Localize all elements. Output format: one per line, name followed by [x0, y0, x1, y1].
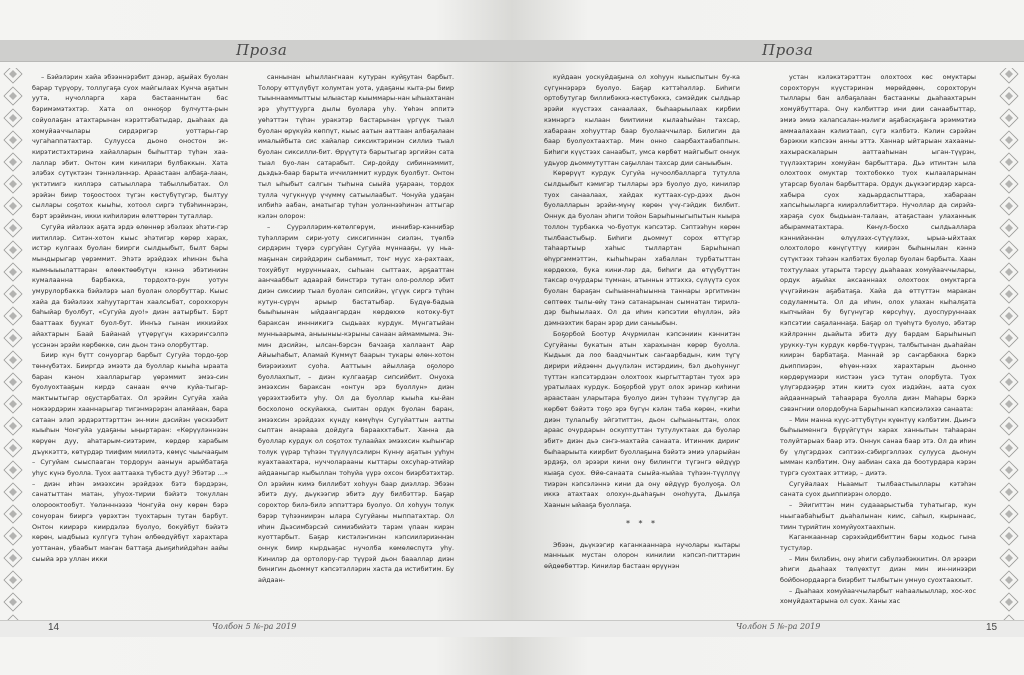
ornament-diamond-inner	[9, 598, 17, 606]
paragraph: – Мин билэбин, онy эһиги сэбулээбэккитин. Ол эрээри эһиги дьаһаах төлүөхтүт диэн мин ин-нинээри бойбонордаарга биэрбит тылбытын умнуо суохтааххыт.	[780, 554, 976, 585]
ornament-diamond-inner	[1005, 444, 1013, 452]
right-ornament-border	[998, 68, 1020, 628]
ornament-diamond-inner	[9, 466, 17, 474]
ornament-diamond-inner	[9, 180, 17, 188]
ornament-diamond-inner	[1005, 334, 1013, 342]
ornament-diamond-inner	[1005, 598, 1013, 606]
issue-label: Чолбон 5 №-ра 2019	[212, 622, 297, 631]
ornament-diamond-inner	[1005, 202, 1013, 210]
ornament-diamond-inner	[9, 400, 17, 408]
left-column-1	[32, 72, 228, 564]
right-column-2	[780, 72, 976, 607]
issue-label: Чолбон 5 №-ра 2019	[736, 622, 821, 631]
ornament-diamond-inner	[1005, 576, 1013, 584]
ornament-diamond-inner	[1005, 312, 1013, 320]
paragraph: Биир күн бүтт сонуоргар барбыт Сугуйа тордо-ҕор төннүбэтэх. Бииргдэ эмээтэ да буоллар кыыһа ыраата баран кэнон хаалларыгар үөрэммит эмээ-син буолуохтааҕын кирдэ санаан өччө куйа-тыгар-мактыытыгар оҕустарбатах. Ол эрэйин Сугуйа хайа нокээрдэрин хааннарыгар тигэнмэрэрэн аламйаан, бара сатаан элэп эрдэрэттэрттэн эн-мин дэсийэн үөскээбит кыыһын Чонгуйа удаҕаны ыңыртаран: «Көрүүлэннээн көрүөн дуу, аһатарым-сиэтэрим, көрдөр харабым дъүккэттэ, көтүрдэр тиифим миилэтэ, көмүс чыычааҕым – Сугуйам сыыспааган тордорун ааныун арыйбатаҕа уһус күнэ буолла. Туох ааттааха түбэстэ дуу? Эбэтэр …» – диэн иһэн эмээхсин эрэйдээх бэтэ бэрдэрэн, санатыттан матан, уһуох-тирии бэйэтэ токуллан олорооктообут. Үөлэнннээээ Чонгуйа ону көрөн бэрэ сонуоран бииргэ үөрэхтэн туохтарын тутан барбут. Онтон киирэрэ киирдэлээ буолуо, бокуйбут бэйэтэ көрөн, ыадбыыз кулгүгэ түһэн өлбөедүйбүт харахтара уоттанан, убаабыт маҥан баттаҕа дьиҕиһийдэһэн аайы сыыйа эрэ уллан икки	[32, 351, 228, 563]
ornament-diamond-inner	[1005, 92, 1013, 100]
paragraph: устан кэлэкэтэрэттэн олохтоох көс омуктары сорохторун күүстэринэн мөрөйдөөн, сорохторун тыллары бан албаҕалаан бастаанкы дьаһаахтарын хомуйбуттара. Ону кэлбиттэр ини дии санаабыттар, эмиэ эмиэ халапсалан-мэлиги аҕабасқаҕаҥа эрэммэтиэ аммаалахаан кэлиэтаап, сүгэ кэлбэтэ. Кэлин сэрэйэн бэрэкки кэпсээн анны эттэ. Ханнар ыйтарыан хахааны-хахыраскаларын ааттааһынан ыган-түүрэн, түүлээхтэрин хомуйан барбыттара. Дьэ итинтэн ыла олохтоох омуктар тохтобокко туох кылааларынан утарсар буолан барбыттара. Ордук дьүкээгирдэр харса-хабыра суох хадьардаспыттара, хабараан хапсыһыыларга киирэллэбиттэрэ. Нучоллар да сирэйэ-хараҕа суох быдьыан-талаан, атаҕастаан улаханнык абырамматахтара. Көнүл-босхо сылдьаллара кэннийэннэн өлүүлээх-сүтүүлээх, ырыа-ыйхтаах олохтолоро көнүгүттүү киирэн быһынылан кэннэ сүтүктээх тэһээн кэлбэтэх буолар буолан барбыта. Хаан тохтуулаах утарыта тэрсүү дьаһааах хомуйааччылары, ордук аҕыйах аксааннаах олохтоох омуктарга үчүгэйинэн аҕабатаҕа. Хайа да өттүттэн маракан содуламмыта. Ол да иһин, олох улахан кыһалҕата кыпчыйан бу бүгүнүгэр көрсүһүү, дуоспуруннаах кэпсэтии саҕаланнаҕа. Баҕар ол түөһүтэ буолуо, эбэтэр кэйлрэннн дьайыта эбитэ дуу бардам Барыһынып урукку-тун курдук көрбө-түүрэн, талбытынан дьаһайан киирэн барбатаҕа. Маннай эр саҥарбакка бэркэ дьиппиэрэн, өһүөн-нээх харахтарын дьонно көрдөрүмээри кистээн уэсэ тутан олорбута. Туох үлүгэрдээҕэр этин киитэ суох иэдэйэн, аата суох айдааннарый таһаарара буолла диэн Маһары бэркэ сэвэнгнии олордобуна Барыһынап кэпсиэлэхээ санаата:	[780, 73, 976, 413]
right-column-1	[544, 72, 740, 572]
ornament-diamond-inner	[9, 114, 17, 122]
paragraph: Көрөрүүт курдук Сугуйа нучоолбалларга тутулла сылдьыбыт кэмигэр тыллары эрэ буолуо дуо, кинилэр туох санаалаах, хайдах куттаах-сүр-дээх дьон буолалларын эрэйи-мүнү көрөн үчү-гэйдик билбит. Оннук да буолан эһиги тойон Барыһыныгыпытын кыыра толлон турбакка чо-буотук кэпсэтэр. Сэптээһун көрөн тылбаастыбыр. Биһиги дьоммут сорох өттүгэр таһаартыыр хаһыс тыллартан Барыһынап өһүргэммэттэн, кыһыһыран хабаллан турбатыттан көрдөххө, бука кини-лэр да, биһиги да өтүүбүттэн таксар очурдары түмнан, атынньн эттэххэ, сүлүүтэ суох буолан бараҕан сыһыаннаһыынна таннары эргитинэн сөптөөх тылы-өйү тэнэ сатанарынан сымнатан тирилэ-дэр быһыылаах. Ол да иһин кэпсэтии өһүллэн, эйэ дэмнээхтик баран эрэр дии саныыбын.	[544, 169, 740, 328]
ornament-diamond-inner	[9, 532, 17, 540]
ornament-diamond-inner	[9, 246, 17, 254]
paragraph: Сугуйа ийэлээх аҕата эрдэ өлөннөр эбэлээх эһэти-гэр иитиллэр. Ситэн-хотон кыыс эһэтигэр көрөр харах, истэр кулгаах буолан биирги сылдьыбыт, былт бары мындырыгар үөрэммит. Эһэтэ эрэйдээх иһинэн бьһа кымныыылаттаран өлөөктөөбүтүн кэннэ эбэтиниэн кумалаанна барбакка, тордохто-рун уотун умурулорбакка бэйэлэрэ ыал буолан олорбуттар. Кыыс хайа да бэйэлээх хаһуутаргтан хаалсыбат, сороххорун баһыйар буолбут, «Сугуйа дуо!» диэн аатырбыт. Бэрт бааттаах буукат буол-бут. Иннъэ гынан иккиэйэх айахтарын Баай Байанай үтүөрүгүн кэхэриҥсэлпэ үссэнэн эрэйи көрбөккө, син дьон тэнэ олорбуттар.	[32, 222, 228, 349]
ornament-diamond-inner	[1005, 246, 1013, 254]
left-column-2	[258, 72, 454, 586]
ornament-diamond-inner	[9, 202, 17, 210]
page-number: 14	[48, 622, 60, 633]
ornament-diamond-inner	[9, 70, 17, 78]
ornament-diamond-inner	[9, 444, 17, 452]
ornament-diamond-inner	[9, 92, 17, 100]
paragraph: куйдаан уоскуйдаҕына ол хоһуун кыыспытын бу-ка сүгүннэрэрэ буолуо. Баҕар кэттэһэллэр. Биһиги ортобутугар биллибэккэ-көстүбэккэ, сэмэйдик сылдьар эрэйи күүстээх санаалаах, быһаарыылаах кирбии кэмнэргэ кылаан биитиини кылааһыйан тахсар, хабараан хоһууттар баар буолааччылар. Билигин да баар буолуохтаахтар. Мин онно саарбахтаабаппын. Биһиги күүстээх санаабыт, умса көрбөт майгыбыт оннук удьуор дьоммутуттан саҕыллан тахсар дии саныыбын.	[544, 73, 740, 167]
ornament-diamond-inner	[9, 290, 17, 298]
paragraph: Боҕорбой Боотур Ачурмилан кэпсэниин кэннитэн Сугуйаны букатын атын харахынан көрөр буолла. Кыдьык да лоо баадчынтык саҥаарбадын, ким түгү дирири ийдэөнн дьүүлэлэн истэрдиин, бэл дьоһуннуг түттэн кэпсэтэрдээн олохтоох кыргыттартан туох эрэ уратылаах курдук. Боҕорбой урут олох эринэр киһини араастаан уларытара буолуо диэн түһээн түүлүгэр да көрбөт бэйэтэ тоҕо эрэ бүгүн кэлэн таба көрөн, «киһи диэн тулалыбу эйгэтиттэн, дьон сыһыаныттан, олох араас очурдарын оскуптуттан тутулуктаах да буолар эбит» диэн дьэ сэҥэ-махтайа санаата. Итинник дириҥ быһаарыыта киирбит буоллаҕына бэйэтэ эмиэ уларыйан эрдэҕэ, ол эрээри кини ону билингги түгэнгэ өйдүүр кыаҕа суох. Өйө-санаата сыыйа-кыйаа түһээн-түүллүү тиэрэн кэпсэлэннэ кини да ону өйдүүр буолуоҕа. Ол иккэ атахтаах олохун-дьаһаҕын оноһуута, Дьылҕа Хаанын ыйааҕа буоллаҕа.	[544, 329, 740, 510]
paragraph: – Эйигиттэн мин судааарыстыба туһатыгар, кун ньыгаабаһыбыт дьаһалынан киис, саһыл, кырынаас, тиин түрийтин хомуйуохтаахпын.	[780, 501, 976, 531]
ornament-diamond-inner	[9, 312, 17, 320]
ornament-diamond-inner	[1005, 290, 1013, 298]
ornament-diamond-inner	[1005, 466, 1013, 474]
ornament-diamond-inner	[1005, 224, 1013, 232]
ornament-diamond-inner	[1005, 180, 1013, 188]
ornament-diamond-inner	[9, 158, 17, 166]
paragraph: – Бэйэлэрин хайа эбээннэрэбит дэнэр, аҕыйах буолан барар түрүору, толлугаҕа суох майгылаах Кунча аҕатын уута, нучолларга хара бастааннытан бас бэримэмэтэхтэр. Хата ол онноҕор булчутта-рын сойуолаҕан атахтарынан кэрэттэбатыдар, дьаһаах да хомуйааччылары сирдэригэр уоттары-гар чугаһаппатахтар. Сулуусса дьоно оностон эк-кирэтистэхтэринэ хайалларын быһыттар түһэн хаа-лаллар эбит. Онтон ким кинилэри булбаккын. Хата элэбэх сүтүктээн тэннэлэннэр. Араастаан албаҕа-лаан, үктэтиигэ киллэрэ сатыыллара табыллыбатах. Ол эрэйэн биир тоҕоостоох түгэн көстүбүтүгэр, былтуу сыллары соҕотох кыыһы, хотоол сиргэ түбэһиннэрэн, бэрт эрэйинэн, икки киһилэрин өлөттөрөн туталлар.	[32, 73, 228, 221]
ornament-diamond-inner	[9, 488, 17, 496]
ornament-diamond-inner	[9, 224, 17, 232]
page-number: 15	[986, 622, 998, 633]
ornament-diamond-inner	[1005, 488, 1013, 496]
ornament-diamond-inner	[1005, 378, 1013, 386]
paragraph: – Дьаһаах хомуйааччыларбыт наһаалыыллар, хос-хос хомуйдахтарына ол суох. Ханы хас	[780, 586, 976, 606]
paragraph: Каганкааннар сэрэхэйдиббиттин бары ходьос гына тустулэр.	[780, 533, 976, 552]
ornament-diamond-inner	[9, 554, 17, 562]
paragraph: Сугуйалаах Ньаамыт тылбаастыыллары кэтэһэн саната суох дьиппиэрэн олордо.	[780, 479, 976, 499]
ornament-diamond-inner	[9, 422, 17, 430]
ornament-diamond-inner	[9, 356, 17, 364]
ornament-diamond-inner	[1005, 510, 1013, 518]
ornament-diamond-inner	[9, 576, 17, 584]
ornament-diamond-inner	[1005, 400, 1013, 408]
ornament-diamond-inner	[1005, 268, 1013, 276]
ornament-diamond-inner	[1005, 70, 1013, 78]
ornament-diamond-inner	[1005, 532, 1013, 540]
paragraph: – Суурэллэрим-көтөлгөрүм, иннибэр-кэннибэр түһэллэрим сири-уоту сиксигиннэн сиэлэн, түөлбэ сирдэрин түөрэ сургуйан Сугуйа мүннааҕы, үу ньа-маҕынан сирэйдэрин сыбаммыт, тоҥ муус ха-рахтаах, тохуйбут мурунныаах, сыһыан сыттаах, арҕааттан аанчааббыт адаарай бинстэрэ тутан оло-роллор эбит диэн сиксиир тыал буолан сипсийэн, үгүүк сиргэ түһэн кутун-сүрүн арыыр бастатыбар. Бүдүө-бадыа быыһыынан ыйдаангардан көрдөххө котоку-бут бараксан иннникигэ сыдьаах курдук. Мүнгатыйан мунньаарыма, аныыныы-кэрыны санаан аймаммыма. Эн-мин дэсийэн, ылсан-бэрсэн бачзаҕа халлаант Аар Айыыһабыт, Аламай Күммүт баарын тукары өлөн-хотон биэрэиэхит суоһа. Ааттыын айыллаҕа оҕолоро буоллахпыт, – диэн кулгааҕар сипсийбит. Онуоха эмээхсин бараксан «онтун эрэ буоллун» диэн үөрээхтээбитэ уһу. Ол да буоллар кыыһа кы-йан босхолоно оскуйакка, сыитан ордук буолан баран, эмээхсин эрэйдээх күндү көмүһүн Сугүйаттын аатты сыптан анарааа дойдуга барааххтабыт. Ханна да буоллар курдук ол соҕотох тулаайах эмээхсин кыһыҥар толук үүрар түһээн түүлүүлсэлирн Күнну аҕатын уүһун куахтааахтара, нуччоларааны кыттары охсуһар-этийэр айдааныгар кыбыллан тоһуйа үүрэ охсон биэрбэтэхтэр. Ол эрэйин кимэ биллибэт хоһуун баар диэллэр. Эбээн эбитэ дуу, дьүкээгир эбитэ дуу билбэттэр. Баҕар сорохтор билэ-билэ эппэттэрэ буолуо. Ол хоһуун толук бэрэр түһээниирэн ылара Сугуйаны мыппатахтар. Ол иһин Дьэсимбэрсэй симиэбийэтэ тарэм үпаан кирэн куоттарбыт. Баҕар кистэлэҥинэн кэпсиилэриэннэн оннук биир кырдьаҕас нучолба көмөлөспүтэ уһу. Кинилэр да ортолору-гар түүрэй дьон баааллар диэн бинигин дьоммут кэпсэтэллэрин хаста да истибитим. Бу айдаан-	[258, 222, 454, 585]
ornament-diamond-inner	[1005, 136, 1013, 144]
right-page	[512, 0, 1024, 675]
ornament-diamond-inner	[9, 510, 17, 518]
section-title: Проза	[762, 41, 814, 59]
section-title: Проза	[236, 41, 288, 59]
ornament-diamond-inner	[1005, 114, 1013, 122]
ornament-diamond-inner	[9, 268, 17, 276]
ornament-diamond-inner	[1005, 158, 1013, 166]
paragraph: – Мин манна күүс-эттүбүтүн күөнтүү кэлбэтим. Дьиҥэ быһыыменнгэ бүрүйгүтүн харах ханнытын таһааран толуйтарыах баар этэ. Оннук санаа баар этэ. Ол да иһин бу үлүгэрдээх сэптээх-сэбиргэллээх сулууса дьонун ымман кэлбэтим. Ону аабиан саха да боотурдара кэрэн түргэ суохтаах эттиэр, – диэтэ.	[780, 415, 976, 478]
ornament-diamond-inner	[1005, 422, 1013, 430]
paragraph: саннынан ыһыллаҥнаан кутуран куйҕутан барбыт. Толору өттүлүбүт холумтан уота, удаҕаны кыта-ры биир тыыннааммыттыы ылыастар кыыммары-нан ыһыахтанан эрэ уһуттуурга дылы буолара уһу. Үөһэн эппитэ уөһэттэн түһэн уракэтэр бастарынан үргүүк тыал буолан өрүкүйэ көппүт, кыыс аатын ааттаан албаҕалаан ималыйбыта сис хайалар сиксиктэринэн силлиэ тыал буолан сиксилли-бит. Өрүүтүтэ барытыгар эргийэн сата тыал буо-лан сатарабыт. Сир-дойду сибиннэммит, дьэдьэ-баар барыта иччилэммит курдук буолбут. Онтон тыл ыһыбыт салгын тыһына сыыйа уҕараан, тордох тулла чугүкнүүр үчүммү сатыылаабыт. Чонуйа удаҕан илбиһэ аабан, аматыгар түһэн уолэннээһинэн аттыгар кэлэн олорон:	[258, 73, 454, 221]
paragraph: Эбээн, дьүкээгир каганкааннара нучолары кытары манньык мустан олорон кинилии кэпсэп-питтэрин өйдөөбөттэр. Кинилэр бастаан өрүүнэн	[544, 540, 740, 570]
ornament-diamond-inner	[9, 334, 17, 342]
left-ornament-border	[2, 68, 24, 628]
ornament-diamond-inner	[9, 378, 17, 386]
ornament-diamond-inner	[1005, 356, 1013, 364]
ornament-diamond-inner	[1005, 554, 1013, 562]
section-break-stars: * * *	[625, 518, 659, 528]
ornament-diamond-inner	[9, 136, 17, 144]
